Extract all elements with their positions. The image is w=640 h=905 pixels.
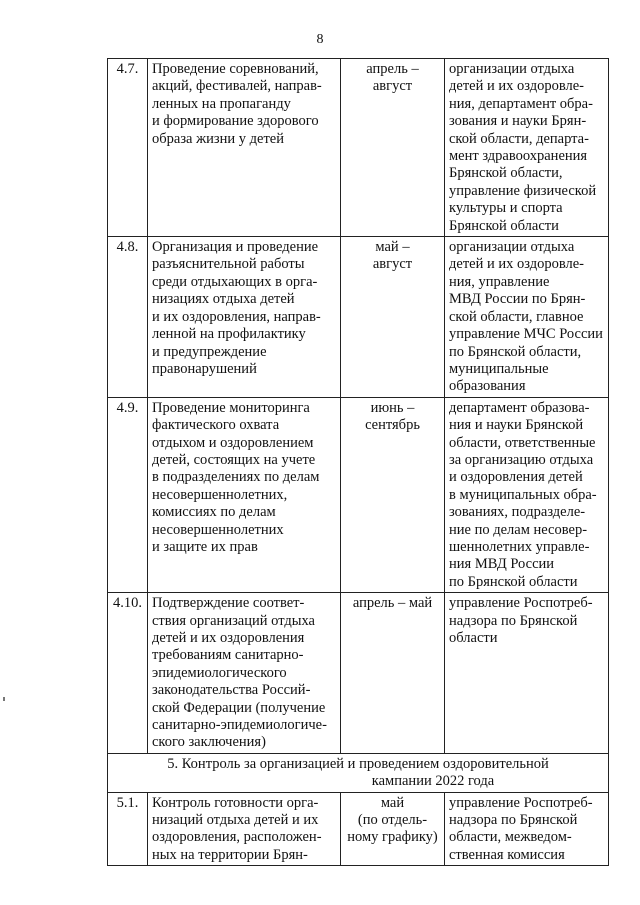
responsible: управление Роспотреб- надзора по Брянской области: [445, 593, 609, 754]
responsible: департамент образова- ния и науки Брянской области, ответственные за организацию отдыха и оздоровления детей в муниципальных обра- зованиях, подразделе- ние по делам несовер- шеннолетних управле- ния МВД России по Брянской области: [445, 397, 609, 592]
row-number: 4.10.: [108, 593, 148, 754]
measure-description: Подтверждение соответ- ствия организаций отдыха детей и их оздоровления требованиям санитарно- эпидемиологического законодательства Россий- ской Федерации (получение санитарно-эпидемиологиче- ского заключения): [148, 593, 341, 754]
table-row: [108, 397, 609, 592]
responsible: организации отдыха детей и их оздоровле- ния, управление МВД России по Брян- ской области, главное управление МЧС России по Брянской области, муниципальные образования: [445, 237, 609, 398]
row-number: 4.7.: [108, 59, 148, 237]
measure-description: Организация и проведение разъяснительной работы среди отдыхающих в орга- низациях отдыха детей и их оздоровления, направ- ленной на профилактику и предупреждение правонарушений: [148, 237, 341, 398]
term: апрель – август: [341, 59, 445, 237]
responsible: управление Роспотреб- надзора по Брянской области, межведом- ственная комиссия: [445, 792, 609, 866]
row-number: 4.8.: [108, 237, 148, 398]
measure-description: Контроль готовности орга- низаций отдыха детей и их оздоровления, расположен- ных на территории Брян-: [148, 792, 341, 866]
table-row: [108, 593, 609, 754]
row-number: 4.9.: [108, 397, 148, 592]
table-row: [108, 59, 609, 237]
measure-description: Проведение соревнований, акций, фестивалей, направ- ленных на пропаганду и формирование здорового образа жизни у детей: [148, 59, 341, 237]
page-number: 8: [316, 32, 324, 47]
row-number: 5.1.: [108, 792, 148, 866]
term: июнь – сентябрь: [341, 397, 445, 592]
margin-mark: [3, 697, 5, 701]
term: май (по отдель- ному графику): [341, 792, 445, 866]
section-heading-row: [108, 753, 609, 792]
term: май – август: [341, 237, 445, 398]
measure-description: Проведение мониторинга фактического охвата отдыхом и оздоровлением детей, состоящих на учете в подразделениях по делам несовершеннолетних, комиссиях по делам несовершеннолетних и защите их прав: [148, 397, 341, 592]
table-row: [108, 237, 609, 398]
table-row: [108, 792, 609, 866]
plan-table: [107, 58, 609, 866]
term: апрель – май: [341, 593, 445, 754]
section-heading: 5. Контроль за организацией и проведением оздоровительной кампании 2022 года: [108, 753, 609, 792]
responsible: организации отдыха детей и их оздоровле- ния, департамент обра- зования и науки Брян- ской области, департа- мент здравоохранения Брянской области, управление физической культуры и спорта Брянской области: [445, 59, 609, 237]
